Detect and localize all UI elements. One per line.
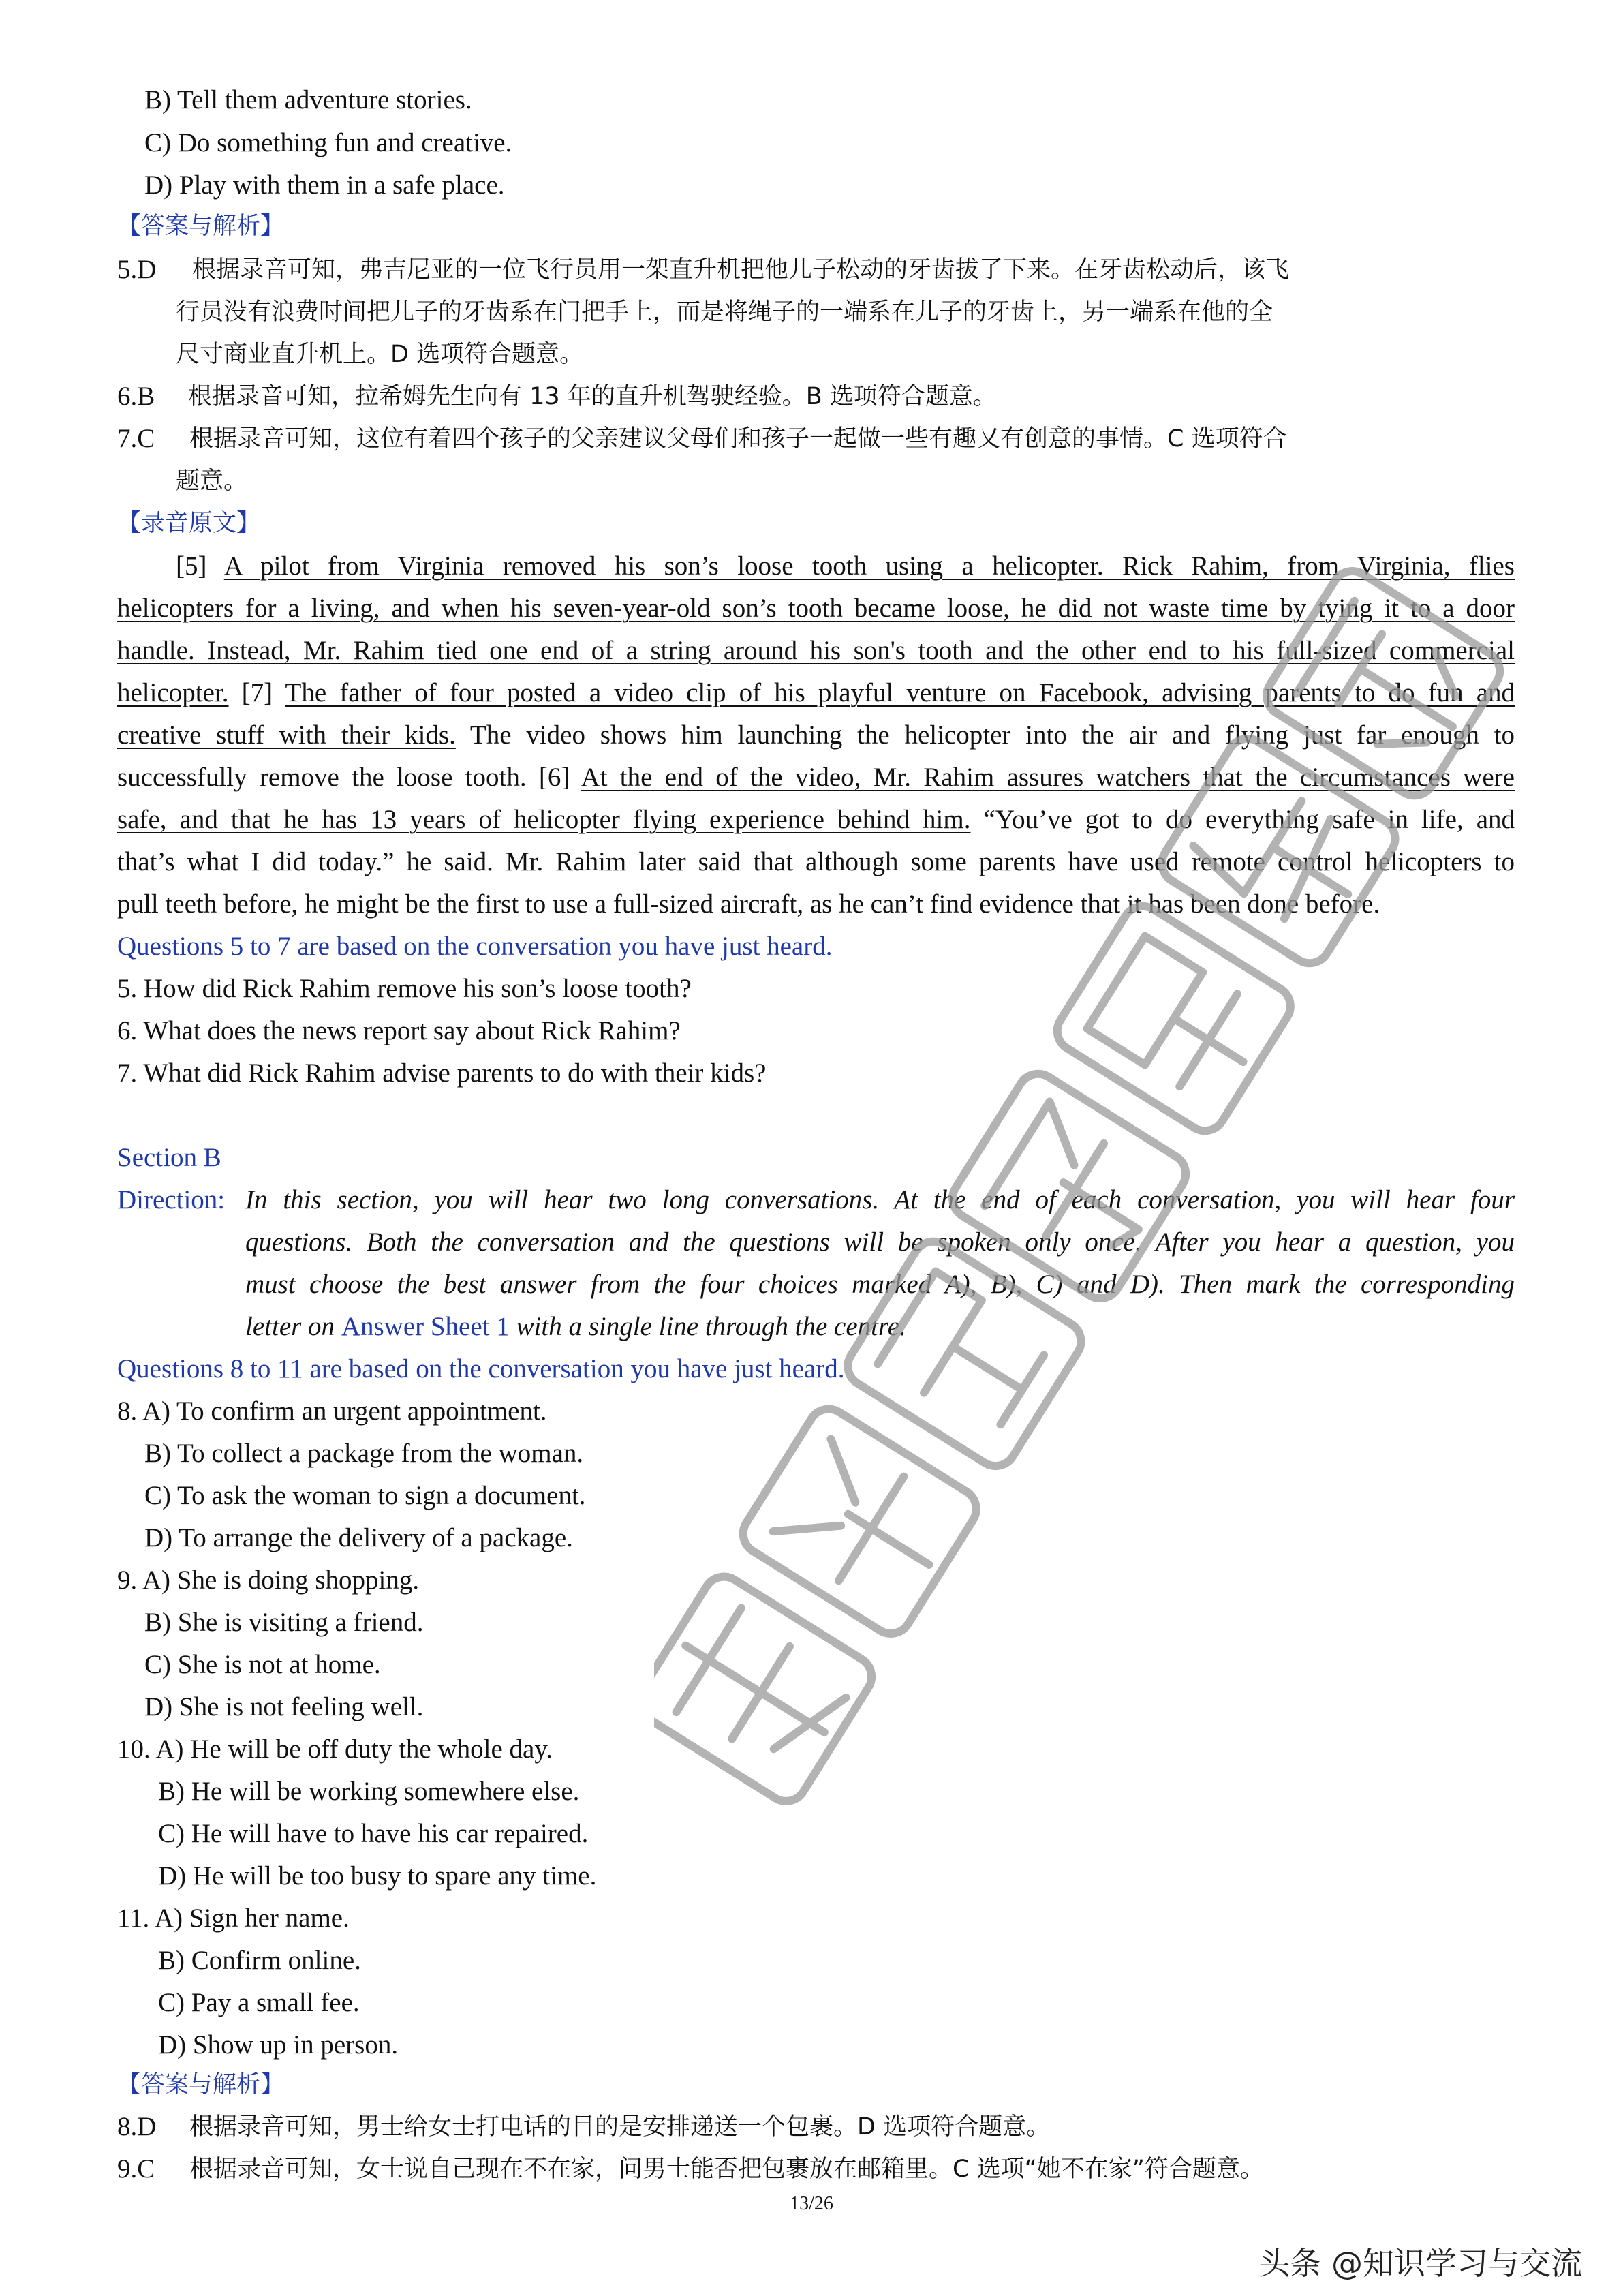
transcript-line: pull teeth before, he might be the first to use a full-sized aircraft, as he can’t find evidence that it has been done before. [117,889,1380,919]
option-b: B) Tell them adventure stories. [144,85,472,114]
questions-8-11-intro: Questions 8 to 11 are based on the conversation you have just heard. [117,1354,845,1383]
question-5: 5. How did Rick Rahim remove his son’s loose tooth? [117,974,692,1003]
option-d: D) Play with them in a safe place. [144,170,505,200]
section-b-heading: Section B [117,1143,221,1172]
answer-7-line: 根据录音可知，这位有着四个孩子的父亲建议父母们和孩子一起做一些有趣又有创意的事情。C 选项符合 [189,425,1287,453]
option-a: A) Sign her name. [154,1903,350,1933]
transcript-line: handle. Instead, Mr. Rahim tied one end of a string around his son's tooth and the other end to his full-sized commercial [117,636,1515,665]
answer-8-number: 8.D [117,2112,157,2141]
transcript-text: The video shows him launching the helicopter into the air and flying just far enough to [469,720,1515,750]
page-number: 13/26 [790,2193,833,2214]
transcript-line [117,720,1515,752]
option-a: A) To confirm an urgent appointment. [142,1396,547,1426]
answer-9-line: 根据录音可知，女士说自己现在不在家，问男士能否把包裹放在邮箱里。C 选项“她不在家”符合题意。 [189,2156,1264,2183]
question-number: 11. [117,1903,150,1933]
option-d: D) To arrange the delivery of a package. [144,1523,573,1552]
option-b: B) To collect a package from the woman. [144,1439,584,1468]
transcript-line [117,762,1515,794]
transcript-underlined: A pilot from Virginia removed his son’s loose tooth using a helicopter. Rick Rahim, from Virginia, flies [223,551,1515,581]
transcript-underlined: creative stuff with their kids. [117,720,456,750]
option-c: C) She is not at home. [144,1650,381,1679]
option-b: B) Confirm online. [158,1946,361,1975]
option-c: C) To ask the woman to sign a document. [144,1481,586,1510]
answer-7-line: 题意。 [176,468,248,495]
option-b: B) He will be working somewhere else. [158,1777,580,1806]
question-6: 6. What does the news report say about Rick Rahim? [117,1016,681,1045]
direction-text-pre: letter on [245,1312,335,1341]
answer-9-number: 9.C [117,2154,155,2184]
answer-8-line: 根据录音可知，男士给女士打电话的目的是安排递送一个包裹。D 选项符合题意。 [189,2113,1051,2141]
question-8 [117,1396,547,1428]
direction-text: In this section, you will hear two long conversations. At the end of each conversation, you will hear four [245,1185,1515,1214]
answer-6-number: 6.B [117,382,155,411]
transcript-line [176,551,1515,583]
transcript-marker: [5] [176,551,207,581]
transcript-underlined: At the end of the video, Mr. Rahim assures watchers that the circumstances were [581,763,1515,792]
questions-5-7-intro: Questions 5 to 7 are based on the conversation you have just heard. [117,932,833,961]
direction-text [245,1311,906,1343]
direction-text: must choose the best answer from the four choices marked A), B), C) and D). Then mark the corresponding [245,1270,1515,1299]
answer-5-line: 尺寸商业直升机上。D 选项符合题意。 [176,341,584,368]
transcript-line [117,677,1515,709]
option-a: A) She is doing shopping. [142,1565,420,1595]
transcript-underlined: The father of four posted a video clip of his playful venture on Facebook, advising parents to do fun and [285,678,1515,707]
question-number: 10. [117,1734,151,1764]
answer-5-number: 5.D [117,255,157,284]
answer-7-number: 7.C [117,424,155,453]
direction-label: Direction: [117,1185,226,1214]
option-d: D) He will be too busy to spare any time. [158,1861,597,1891]
option-b: B) She is visiting a friend. [144,1608,424,1637]
answer-sheet-link: Answer Sheet 1 [341,1312,510,1341]
transcript-underlined: helicopter. [117,678,229,707]
option-c: C) Do something fun and creative. [144,128,512,157]
brand-watermark-text: 头条 @知识学习与交流 [1258,2245,1582,2282]
direction-text-post: with a single line through the centre. [516,1312,906,1341]
answer-5-line: 根据录音可知，弗吉尼亚的一位飞行员用一架直升机把他儿子松动的牙齿拔了下来。在牙齿松动后，该飞 [192,256,1290,284]
transcript-line: that’s what I did today.” he said. Mr. Rahim later said that although some parents have used remote control helicopters to [117,847,1515,876]
direction-text: questions. Both the conversation and the questions will be spoken only once. After you hear a question, you [245,1227,1515,1257]
option-d: D) Show up in person. [158,2030,399,2060]
answer-analysis-header: 【答案与解析】 [117,2071,285,2098]
question-11 [117,1903,350,1935]
question-10 [117,1734,553,1766]
question-9 [117,1565,419,1597]
question-7: 7. What did Rick Rahim advise parents to do with their kids? [117,1058,767,1088]
option-d: D) She is not feeling well. [144,1692,424,1721]
transcript-line: helicopters for a living, and when his seven-year-old son’s tooth became loose, he did not waste time by tying it to a door [117,594,1515,623]
answer-6-line: 根据录音可知，拉希姆先生向有 13 年的直升机驾驶经验。B 选项符合题意。 [188,383,997,410]
option-a: A) He will be off duty the whole day. [155,1734,553,1764]
transcript-text: “You’ve got to do everything safe in life, and [983,805,1515,834]
answer-analysis-header: 【答案与解析】 [117,213,285,240]
transcript-marker: [7] [241,678,273,707]
transcript-underlined: safe, and that he has 13 years of helicopter flying experience behind him. [117,805,971,834]
transcript-header: 【录音原文】 [117,510,261,537]
question-number: 8. [117,1396,138,1426]
question-number: 9. [117,1565,138,1595]
transcript-text: successfully remove the loose tooth. [6] [117,763,570,792]
option-c: C) He will have to have his car repaired. [158,1819,589,1848]
transcript-line [117,804,1515,836]
answer-5-line: 行员没有浪费时间把儿子的牙齿系在门把手上，而是将绳子的一端系在儿子的牙齿上，另一端系在他的全 [176,299,1273,326]
option-c: C) Pay a small fee. [158,1988,360,2017]
